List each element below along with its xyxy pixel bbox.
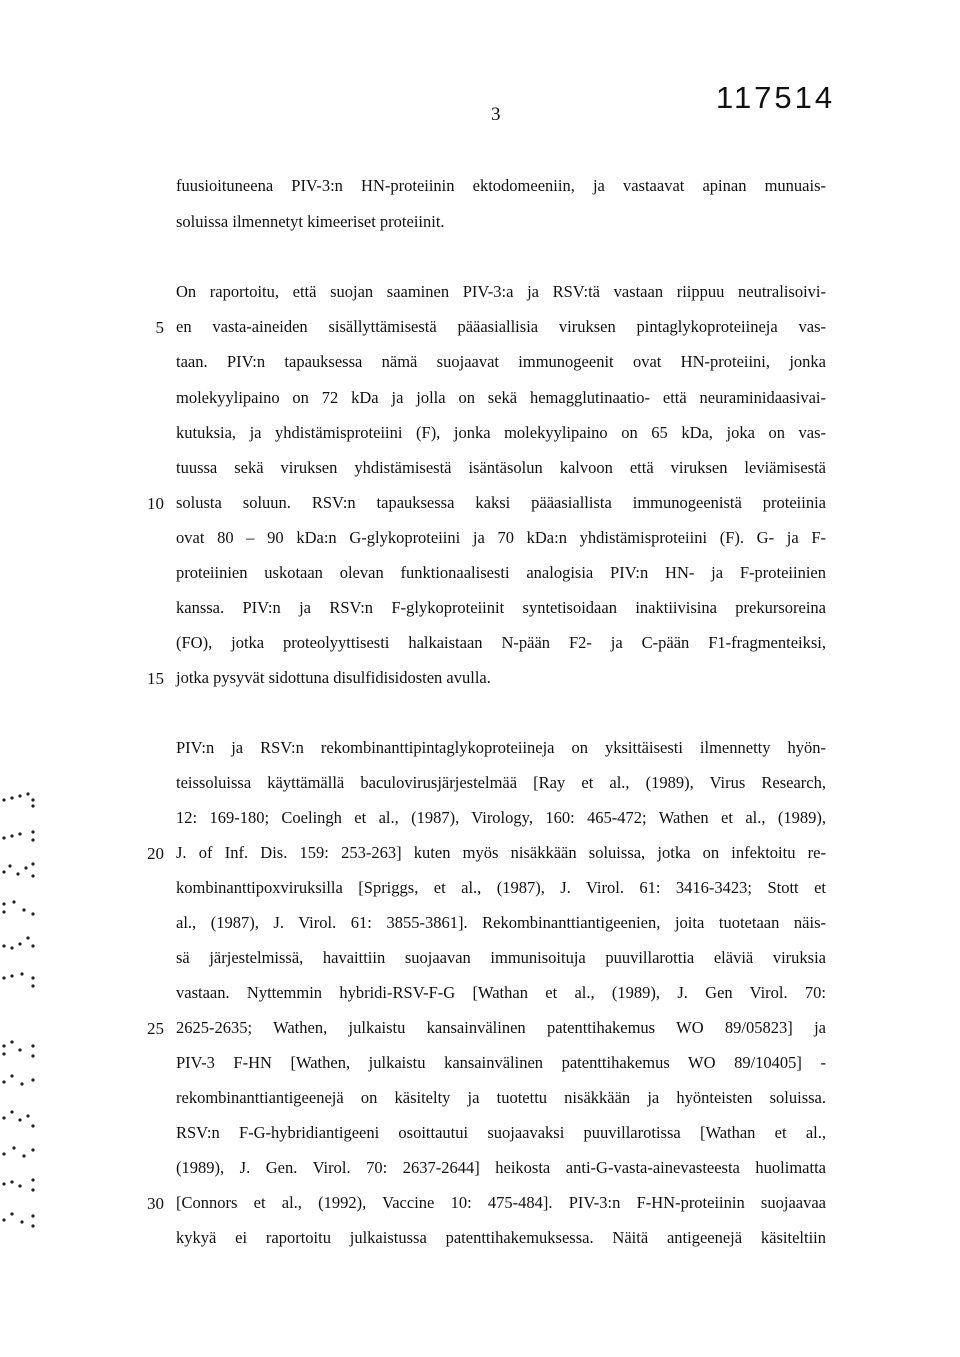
text-line: en vasta-aineiden sisällyttämisestä pääasiallisia viruksen pintaglykoproteiineja vas- [176, 317, 826, 336]
margin-dot-marks [0, 780, 40, 1260]
text-line: molekyylipaino on 72 kDa ja jolla on sekä hemagglutinaatio- että neuraminidaasivai- [176, 388, 826, 407]
text-line: 12: 169-180; Coelingh et al., (1987), Virology, 160: 465-472; Wathen et al., (1989), [176, 808, 826, 827]
text-line: PIV:n ja RSV:n rekombinanttipintaglykoproteiineja on yksittäisesti ilmennetty hyön- [176, 738, 826, 757]
text-line: On raportoitu, että suojan saaminen PIV-3:a ja RSV:tä vastaan riippuu neutralisoivi- [176, 282, 826, 301]
text-line: proteiinien uskotaan olevan funktionaalisesti analogisia PIV:n HN- ja F-proteiinien [176, 563, 826, 582]
document-number: 117514 [716, 80, 836, 115]
text-line: taan. PIV:n tapauksessa nämä suojaavat immunogeenit ovat HN-proteiini, jonka [176, 352, 826, 371]
text-line: tuussa sekä viruksen yhdistämisestä isäntäsolun kalvoon että viruksen leviämisestä [176, 458, 826, 477]
text-line: [Connors et al., (1992), Vaccine 10: 475-484]. PIV-3:n F-HN-proteiinin suojaavaa [176, 1193, 826, 1212]
text-line: jotka pysyvät sidottuna disulfidisidosten avulla. [176, 668, 491, 687]
text-line: vastaan. Nyttemmin hybridi-RSV-F-G [Wathan et al., (1989), J. Gen Virol. 70: [176, 983, 826, 1002]
text-line: (FO), jotka proteolyyttisesti halkaistaan N-pään F2- ja C-pään F1-fragmenteiksi, [176, 633, 826, 652]
line-number: 10 [147, 494, 164, 513]
text-line: (1989), J. Gen. Virol. 70: 2637-2644] heikosta anti-G-vasta-ainevasteesta huolimatta [176, 1158, 826, 1177]
text-line: al., (1987), J. Virol. 61: 3855-3861]. Rekombinanttiantigeenien, joita tuotetaan näis- [176, 913, 826, 932]
text-line: PIV-3 F-HN [Wathen, julkaistu kansainvälinen patenttihakemus WO 89/10405] - [176, 1053, 826, 1072]
text-line: 2625-2635; Wathen, julkaistu kansainvälinen patenttihakemus WO 89/05823] ja [176, 1018, 826, 1037]
text-line: fuusioituneena PIV-3:n HN-proteiinin ektodomeeniin, ja vastaavat apinan munuais- [176, 176, 826, 195]
text-line: rekombinanttiantigeenejä on käsitelty ja tuotettu nisäkkään ja hyönteisten soluissa. [176, 1088, 826, 1107]
text-line: kombinanttipoxviruksilla [Spriggs, et al., (1987), J. Virol. 61: 3416-3423; Stott et [176, 878, 826, 897]
text-line: soluissa ilmennetyt kimeeriset proteiinit. [176, 212, 445, 231]
text-line: RSV:n F-G-hybridiantigeeni osoittautui suojaavaksi puuvillarotissa [Wathan et al., [176, 1123, 826, 1142]
line-number: 30 [147, 1194, 164, 1213]
text-line: kutuksia, ja yhdistämisproteiini (F), jonka molekyylipaino on 65 kDa, joka on vas- [176, 423, 826, 442]
page-number: 3 [491, 104, 501, 125]
text-line: kanssa. PIV:n ja RSV:n F-glykoproteiinit syntetisoidaan inaktiivisina prekursoreina [176, 598, 826, 617]
text-line: teissoluissa käyttämällä baculovirusjärjestelmää [Ray et al., (1989), Virus Research, [176, 773, 826, 792]
text-line: kykyä ei raportoitu julkaistussa patenttihakemuksessa. Näitä antigeenejä käsiteltiin [176, 1228, 826, 1247]
line-number: 5 [155, 318, 164, 337]
text-line: solusta soluun. RSV:n tapauksessa kaksi pääasiallista immunogeenistä proteiinia [176, 493, 826, 512]
text-line: ovat 80 – 90 kDa:n G-glykoproteiini ja 70 kDa:n yhdistämisproteiini (F). G- ja F- [176, 528, 826, 547]
text-line: sä järjestelmissä, havaittiin suojaavan immunisoituja puuvillarottia eläviä viruksia [176, 948, 826, 967]
line-number: 25 [147, 1019, 164, 1038]
text-line: J. of Inf. Dis. 159: 253-263] kuten myös nisäkkään soluissa, jotka on infektoitu re- [176, 843, 826, 862]
line-number: 20 [147, 844, 164, 863]
line-number: 15 [147, 669, 164, 688]
